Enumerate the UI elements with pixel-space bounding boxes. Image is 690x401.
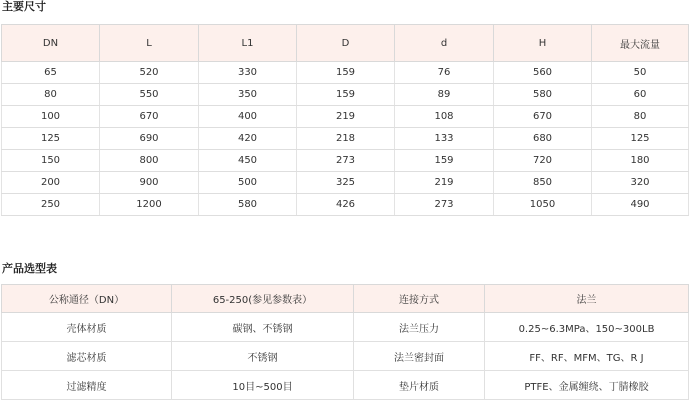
table-cell: 100 — [2, 106, 100, 128]
selection-header-cell: 公称通径（DN） — [2, 285, 172, 313]
table-cell: 1050 — [494, 194, 592, 216]
table-row — [2, 84, 689, 106]
table-cell: 80 — [2, 84, 100, 106]
table-cell: 法兰密封面 — [354, 342, 485, 371]
selection-header-cell: 65-250(参见参数表） — [172, 285, 354, 313]
table-cell: 426 — [297, 194, 395, 216]
table-row — [2, 342, 689, 371]
table-cell: 125 — [2, 128, 100, 150]
table-cell: 125 — [592, 128, 689, 150]
table-cell: 65 — [2, 62, 100, 84]
table-cell: 520 — [100, 62, 199, 84]
table-cell: 219 — [297, 106, 395, 128]
table-cell: 580 — [494, 84, 592, 106]
table-cell: 159 — [297, 62, 395, 84]
table-cell: 450 — [199, 150, 297, 172]
header-d-inner: d — [395, 25, 494, 62]
table-cell: 350 — [199, 84, 297, 106]
table-cell: 850 — [494, 172, 592, 194]
table-cell: 800 — [100, 150, 199, 172]
table-cell: 325 — [297, 172, 395, 194]
table-cell: 过滤精度 — [2, 371, 172, 400]
table-cell: 690 — [100, 128, 199, 150]
dimensions-title: 主要尺寸 — [2, 0, 46, 13]
table-cell: 159 — [297, 84, 395, 106]
table-cell: 420 — [199, 128, 297, 150]
table-cell: PTFE、金属缠绕、丁腈橡胶 — [485, 371, 689, 400]
table-row — [2, 194, 689, 216]
table-cell: 滤芯材质 — [2, 342, 172, 371]
table-cell: 不锈钢 — [172, 342, 354, 371]
table-cell: 133 — [395, 128, 494, 150]
table-cell: 400 — [199, 106, 297, 128]
table-cell: 320 — [592, 172, 689, 194]
table-cell: 200 — [2, 172, 100, 194]
table-row — [2, 172, 689, 194]
header-l: L — [100, 25, 199, 62]
table-cell: 670 — [100, 106, 199, 128]
table-cell: 60 — [592, 84, 689, 106]
table-cell: 500 — [199, 172, 297, 194]
table-row — [2, 128, 689, 150]
selection-title: 产品选型表 — [2, 262, 57, 275]
table-row — [2, 150, 689, 172]
table-cell: 330 — [199, 62, 297, 84]
header-max-flow: 最大流量 — [592, 25, 689, 62]
table-cell: 219 — [395, 172, 494, 194]
table-cell: 550 — [100, 84, 199, 106]
selection-header-cell: 连接方式 — [354, 285, 485, 313]
table-cell: 580 — [199, 194, 297, 216]
table-cell: 89 — [395, 84, 494, 106]
table-row — [2, 106, 689, 128]
table-cell: 0.25~6.3MPa、150~300LB — [485, 313, 689, 342]
table-cell: 273 — [297, 150, 395, 172]
table-cell: 273 — [395, 194, 494, 216]
table-cell: 150 — [2, 150, 100, 172]
table-cell: 490 — [592, 194, 689, 216]
table-cell: 80 — [592, 106, 689, 128]
table-cell: 159 — [395, 150, 494, 172]
table-cell: 10目~500目 — [172, 371, 354, 400]
table-cell: 1200 — [100, 194, 199, 216]
table-row — [2, 371, 689, 400]
table-cell: 670 — [494, 106, 592, 128]
header-d-outer: D — [297, 25, 395, 62]
table-cell: 180 — [592, 150, 689, 172]
selection-table — [1, 284, 689, 400]
table-row — [2, 62, 689, 84]
table-cell: 108 — [395, 106, 494, 128]
table-cell: 560 — [494, 62, 592, 84]
table-cell: 法兰压力 — [354, 313, 485, 342]
table-cell: FF、RF、MFM、TG、R J — [485, 342, 689, 371]
selection-header-cell: 法兰 — [485, 285, 689, 313]
table-cell: 50 — [592, 62, 689, 84]
table-cell: 720 — [494, 150, 592, 172]
table-row — [2, 313, 689, 342]
dimensions-header-row — [2, 25, 689, 62]
header-h: H — [494, 25, 592, 62]
table-cell: 垫片材质 — [354, 371, 485, 400]
table-cell: 218 — [297, 128, 395, 150]
header-dn: DN — [2, 25, 100, 62]
table-cell: 碳钢、不锈钢 — [172, 313, 354, 342]
selection-header-row — [2, 285, 689, 313]
table-cell: 250 — [2, 194, 100, 216]
dimensions-table — [1, 24, 689, 216]
header-l1: L1 — [199, 25, 297, 62]
table-cell: 壳体材质 — [2, 313, 172, 342]
table-cell: 900 — [100, 172, 199, 194]
table-cell: 680 — [494, 128, 592, 150]
table-cell: 76 — [395, 62, 494, 84]
